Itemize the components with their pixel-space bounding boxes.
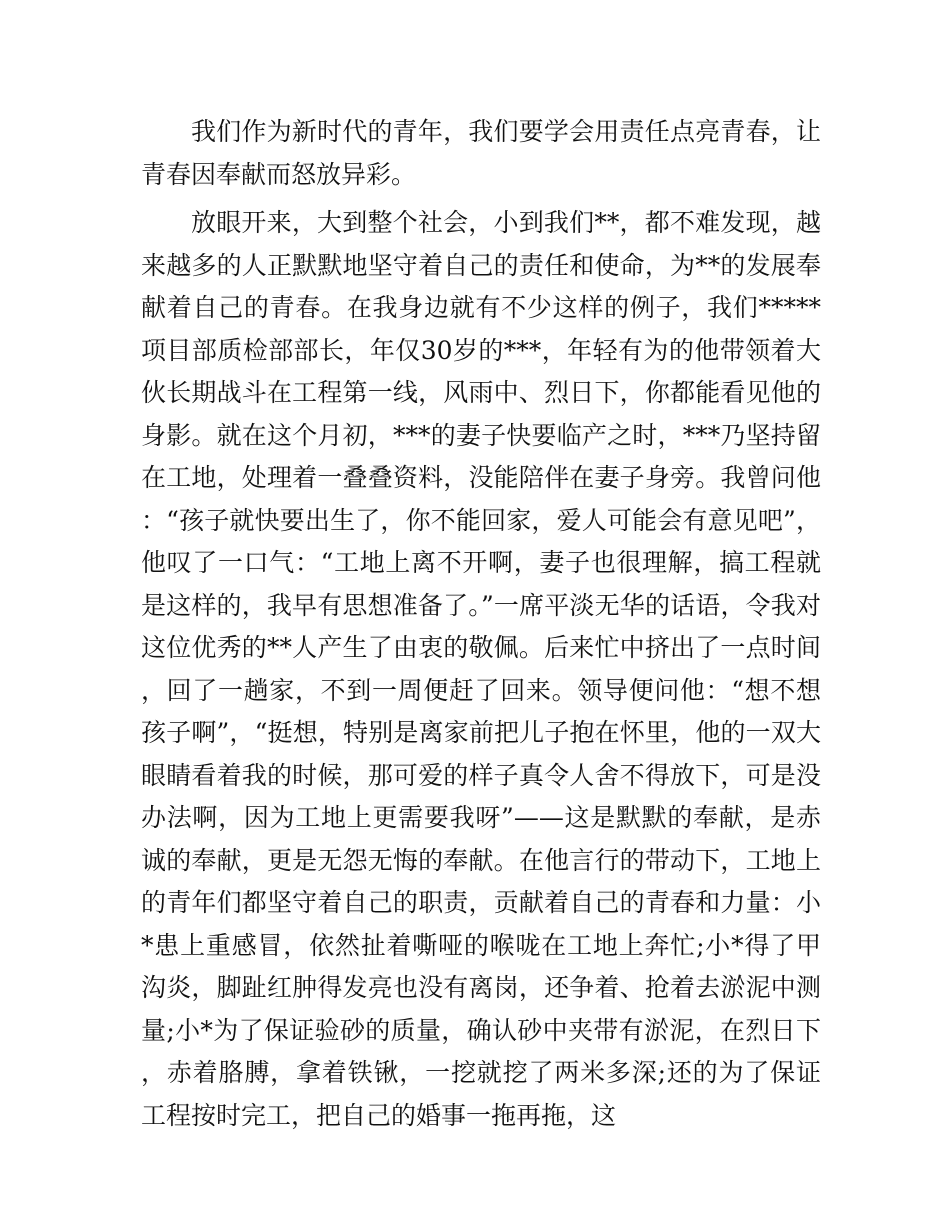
- paragraph-1: 我们作为新时代的青年，我们要学会用责任点亮青春，让青春因奉献而怒放异彩。: [141, 117, 821, 189]
- document-body: [141, 111, 821, 1143]
- paragraph-2: 放眼开来，大到整个社会，小到我们**，都不难发现，越来越多的人正默默地坚守着自己的责任和使命，为**的发展奉献着自己的青春。在我身边就有不少这样的例子，我们*****项目部质检部部长，年仅30岁的***，年轻有为的他带领着大伙长期战斗在工程第一线，风雨中、烈日下，你都能看见他的身影。就在这个月初，***的妻子快要临产之时，***乃坚持留在工地，处理着一叠叠资料，没能陪伴在妻子身旁。我曾问他：“孩子就快要出生了，你不能回家，爱人可能会有意见吧”，他叹了一口气：“工地上离不开啊，妻子也很理解，搞工程就是这样的，我早有思想准备了。”一席平淡无华的话语，令我对这位优秀的**人产生了由衷的敬佩。后来忙中挤出了一点时间，回了一趟家，不到一周便赶了回来。领导便问他：“想不想孩子啊”，“挺想，特别是离家前把儿子抱在怀里，他的一双大眼睛看着我的时候，那可爱的样子真令人舍不得放下，可是没办法啊，因为工地上更需要我呀”——这是默默的奉献，是赤诚的奉献，更是无怨无悔的奉献。在他言行的带动下，工地上的青年们都坚守着自己的职责，贡献着自己的青春和力量：小*患上重感冒，依然扯着嘶哑的喉咙在工地上奔忙;小*得了甲沟炎，脚趾红肿得发亮也没有离岗，还争着、抢着去淤泥中测量;小*为了保证验砂的质量，确认砂中夹带有淤泥，在烈日下，赤着胳膊，拿着铁锹，一挖就挖了两米多深;还的为了保证工程按时完工，把自己的婚事一拖再拖，这: [141, 208, 821, 1130]
